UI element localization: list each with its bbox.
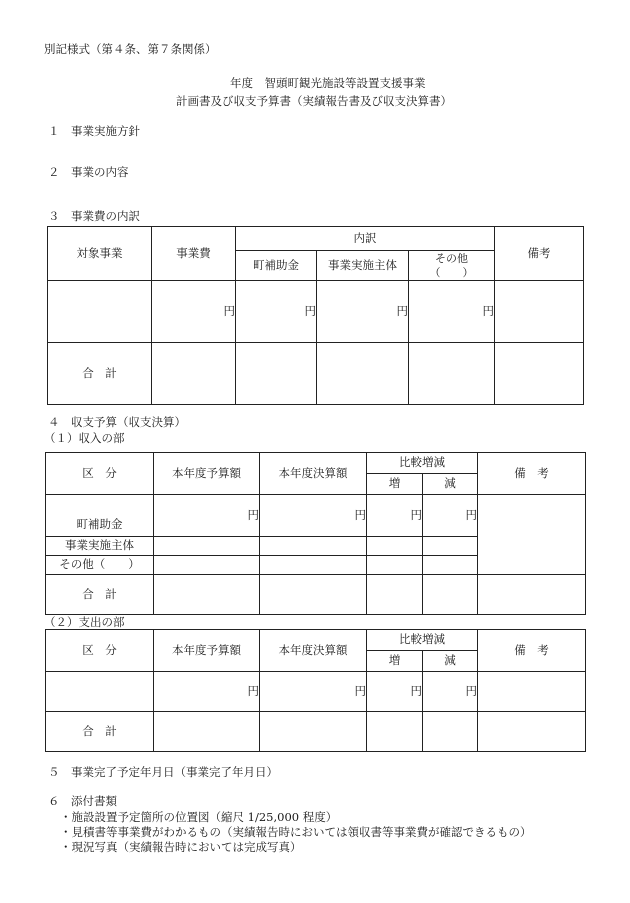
expense-total-settlement[interactable] — [260, 712, 367, 752]
income-subheading: （１）収入の部 — [44, 431, 125, 445]
income-header-increase: 増 — [367, 474, 423, 495]
section-1-heading: １ 事業実施方針 — [48, 124, 140, 138]
expense-table — [45, 629, 586, 752]
yen-label: 円 — [465, 683, 477, 698]
expense-total-increase[interactable] — [367, 712, 423, 752]
expense-total-remarks[interactable] — [478, 712, 586, 752]
income-implementer-decrease[interactable] — [423, 537, 478, 556]
yen-label: 円 — [410, 683, 422, 698]
income-subsidy-settlement[interactable] — [260, 495, 367, 537]
total-remarks[interactable] — [495, 343, 584, 405]
section-2-heading: ２ 事業の内容 — [48, 165, 129, 179]
income-header-decrease: 減 — [423, 474, 478, 495]
expense-total-label: 合 計 — [46, 712, 154, 752]
yen-label: 円 — [304, 303, 316, 318]
expense-total-decrease[interactable] — [423, 712, 478, 752]
total-other[interactable] — [409, 343, 495, 405]
yen-label: 円 — [410, 507, 422, 522]
expense-row-item[interactable] — [46, 672, 154, 712]
cell-implementer[interactable] — [317, 281, 409, 343]
yen-label: 円 — [465, 507, 477, 522]
yen-label: 円 — [396, 303, 408, 318]
expense-header-budget: 本年度予算額 — [154, 630, 260, 672]
title-line-2: 計画書及び収支予算書（実績報告書及び収支決算書） — [176, 94, 452, 108]
cost-breakdown-table — [47, 226, 584, 405]
expense-subheading: （２）支出の部 — [44, 615, 125, 629]
header-target-project: 対象事業 — [48, 227, 152, 281]
expense-total-budget[interactable] — [154, 712, 260, 752]
total-cost[interactable] — [152, 343, 236, 405]
cell-cost[interactable] — [152, 281, 236, 343]
income-implementer-increase[interactable] — [367, 537, 423, 556]
income-total-increase[interactable] — [367, 575, 423, 615]
expense-item-settlement[interactable] — [260, 672, 367, 712]
header-other — [409, 251, 495, 281]
header-other-paren: （ ） — [429, 265, 474, 279]
income-subsidy-increase[interactable] — [367, 495, 423, 537]
expense-item-decrease[interactable] — [423, 672, 478, 712]
income-row-implementer: 事業実施主体 — [46, 537, 154, 556]
expense-header-settlement: 本年度決算額 — [260, 630, 367, 672]
income-header-category: 区 分 — [46, 453, 154, 495]
total-implementer[interactable] — [317, 343, 409, 405]
header-implementer: 事業実施主体 — [317, 251, 409, 281]
cell-other[interactable] — [409, 281, 495, 343]
income-subsidy-decrease[interactable] — [423, 495, 478, 537]
income-subsidy-budget[interactable] — [154, 495, 260, 537]
cell-subsidy[interactable] — [236, 281, 317, 343]
attachment-item: ・現況写真（実績報告時においては完成写真） — [60, 840, 302, 854]
yen-label: 円 — [354, 507, 366, 522]
header-town-subsidy: 町補助金 — [236, 251, 317, 281]
expense-header-compare: 比較増減 — [367, 630, 478, 651]
total-subsidy[interactable] — [236, 343, 317, 405]
header-other-label: その他 — [435, 252, 468, 266]
attachment-item: ・施設設置予定箇所の位置図（縮尺 1/25,000 程度） — [60, 810, 338, 824]
yen-label: 円 — [482, 303, 494, 318]
income-row-subsidy: 町補助金 — [46, 495, 154, 537]
section-3-heading: ３ 事業費の内訳 — [48, 209, 140, 223]
expense-item-increase[interactable] — [367, 672, 423, 712]
cell-target-project[interactable] — [48, 281, 152, 343]
cell-remarks[interactable] — [495, 281, 584, 343]
section-6-heading: ６ 添付書類 — [48, 794, 117, 808]
income-total-decrease[interactable] — [423, 575, 478, 615]
section-5-heading: ５ 事業完了予定年月日（事業完了年月日） — [48, 765, 278, 779]
attachment-item: ・見積書等事業費がわかるもの（実績報告時においては領収書等事業費が確認できるもの） — [60, 825, 532, 839]
income-total-settlement[interactable] — [260, 575, 367, 615]
yen-label: 円 — [354, 683, 366, 698]
income-total-remarks[interactable] — [478, 575, 586, 615]
income-header-settlement: 本年度決算額 — [260, 453, 367, 495]
expense-header-category: 区 分 — [46, 630, 154, 672]
yen-label: 円 — [247, 507, 259, 522]
income-remarks[interactable] — [478, 495, 586, 575]
income-header-remarks: 備 考 — [478, 453, 586, 495]
income-total-label: 合 計 — [46, 575, 154, 615]
expense-header-increase: 増 — [367, 651, 423, 672]
form-label: 別記様式（第４条、第７条関係） — [44, 42, 217, 56]
income-header-budget: 本年度予算額 — [154, 453, 260, 495]
income-total-budget[interactable] — [154, 575, 260, 615]
title-line-1: 年度 智頭町観光施設等設置支援事業 — [230, 76, 426, 90]
expense-header-remarks: 備 考 — [478, 630, 586, 672]
income-other-decrease[interactable] — [423, 556, 478, 575]
income-header-compare: 比較増減 — [367, 453, 478, 474]
expense-header-decrease: 減 — [423, 651, 478, 672]
income-other-budget[interactable] — [154, 556, 260, 575]
income-other-increase[interactable] — [367, 556, 423, 575]
income-implementer-settlement[interactable] — [260, 537, 367, 556]
yen-label: 円 — [247, 683, 259, 698]
yen-label: 円 — [223, 303, 235, 318]
header-project-cost: 事業費 — [152, 227, 236, 281]
income-row-other: その他（ ） — [46, 556, 154, 575]
expense-item-budget[interactable] — [154, 672, 260, 712]
income-implementer-budget[interactable] — [154, 537, 260, 556]
header-remarks: 備考 — [495, 227, 584, 281]
expense-item-remarks[interactable] — [478, 672, 586, 712]
income-table — [45, 452, 586, 615]
section-4-heading: ４ 収支予算（収支決算） — [48, 415, 186, 429]
total-label: 合 計 — [48, 343, 152, 405]
header-breakdown: 内訳 — [236, 227, 495, 251]
income-other-settlement[interactable] — [260, 556, 367, 575]
